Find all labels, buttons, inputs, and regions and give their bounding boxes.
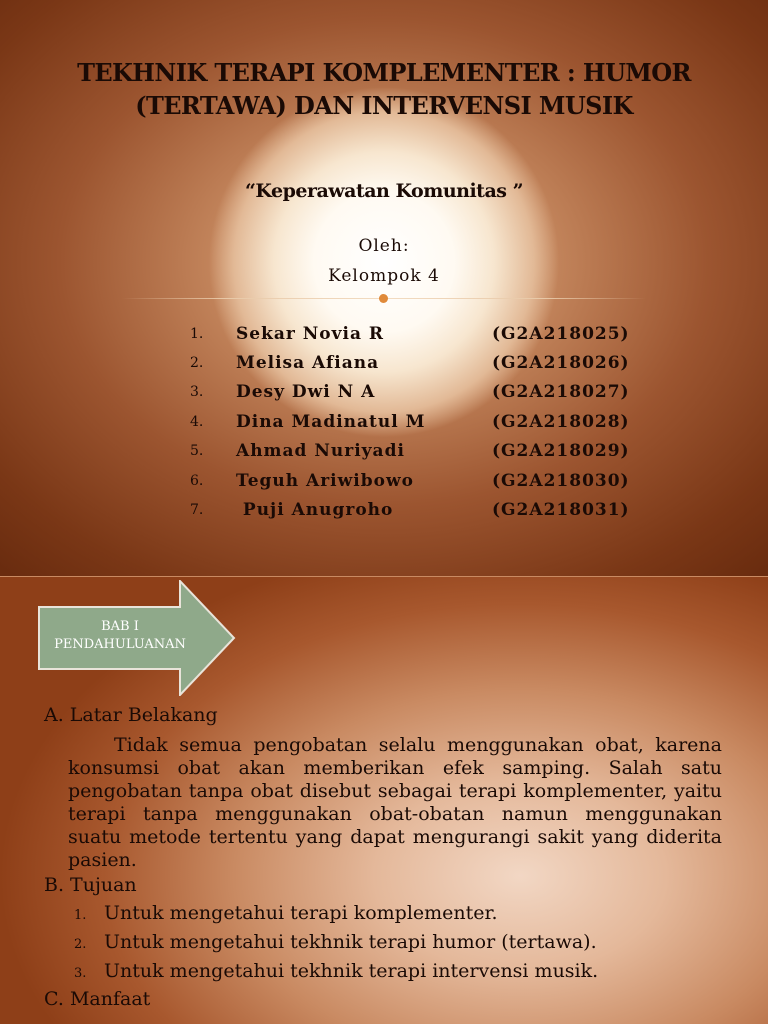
member-nim: (G2A218025) [492, 324, 630, 344]
member-number: 1. [190, 326, 204, 342]
member-row [0, 500, 768, 528]
member-row [0, 353, 768, 381]
member-number: 3. [190, 384, 204, 400]
member-row [0, 441, 768, 469]
member-number: 2. [190, 355, 204, 371]
chapter-number: BAB I [101, 619, 139, 634]
list-item [74, 902, 498, 924]
member-nim: (G2A218030) [492, 471, 630, 491]
section-b-heading: B. Tujuan [44, 874, 137, 896]
member-name: Ahmad Nuriyadi [236, 441, 405, 461]
member-name: Dina Madinatul M [236, 412, 426, 432]
member-row [0, 382, 768, 410]
chapter-title: PENDAHULUANAN [54, 637, 186, 652]
section-a-heading: A. Latar Belakang [44, 704, 218, 726]
member-name: Melisa Afiana [236, 353, 380, 373]
member-number: 7. [190, 502, 204, 518]
member-nim: (G2A218029) [492, 441, 630, 461]
section-c-heading: C. Manfaat [44, 988, 151, 1010]
divider-dot [379, 294, 388, 303]
background-paragraph: Tidak semua pengobatan selalu menggunakan obat, karena konsumsi obat akan memberikan efek samping. Salah satu pengobatan tanpa obat disebut sebagai terapi komplementer, yaitu terapi tanpa menggunakan obat-obatan namun menggunakan suatu metode tertentu yang dapat mengurangi sakit yang diderita pasien. [68, 734, 722, 871]
slide-title: TEKHNIK TERAPI KOMPLEMENTER : HUMOR (TERTAWA) DAN INTERVENSI MUSIK [77, 58, 691, 120]
member-name: Teguh Ariwibowo [236, 471, 414, 491]
member-number: 5. [190, 443, 204, 459]
content-slide [0, 576, 768, 1024]
slide-subtitle: “Keperawatan Komunitas ” [244, 180, 524, 202]
member-nim: (G2A218031) [492, 500, 630, 520]
member-nim: (G2A218026) [492, 353, 630, 373]
member-nim: (G2A218027) [492, 382, 630, 402]
list-number: 1. [74, 908, 87, 923]
member-number: 6. [190, 473, 204, 489]
chapter-label [40, 618, 200, 654]
list-text: Untuk mengetahui tekhnik terapi humor (tertawa). [104, 931, 597, 953]
member-name: Desy Dwi N A [236, 382, 376, 402]
member-row [0, 412, 768, 440]
member-row [0, 471, 768, 499]
oleh-label: Oleh: [358, 236, 410, 256]
kelompok-label: Kelompok 4 [328, 266, 440, 286]
list-number: 2. [74, 937, 87, 952]
list-number: 3. [74, 966, 87, 981]
member-name: Puji Anugroho [236, 500, 394, 520]
list-item [74, 931, 597, 953]
member-number: 4. [190, 414, 204, 430]
member-name: Sekar Novia R [236, 324, 385, 344]
member-nim: (G2A218028) [492, 412, 630, 432]
list-text: Untuk mengetahui terapi komplementer. [104, 902, 498, 924]
list-text: Untuk mengetahui tekhnik terapi intervensi musik. [104, 960, 599, 982]
list-item [74, 960, 598, 982]
member-row [0, 324, 768, 352]
